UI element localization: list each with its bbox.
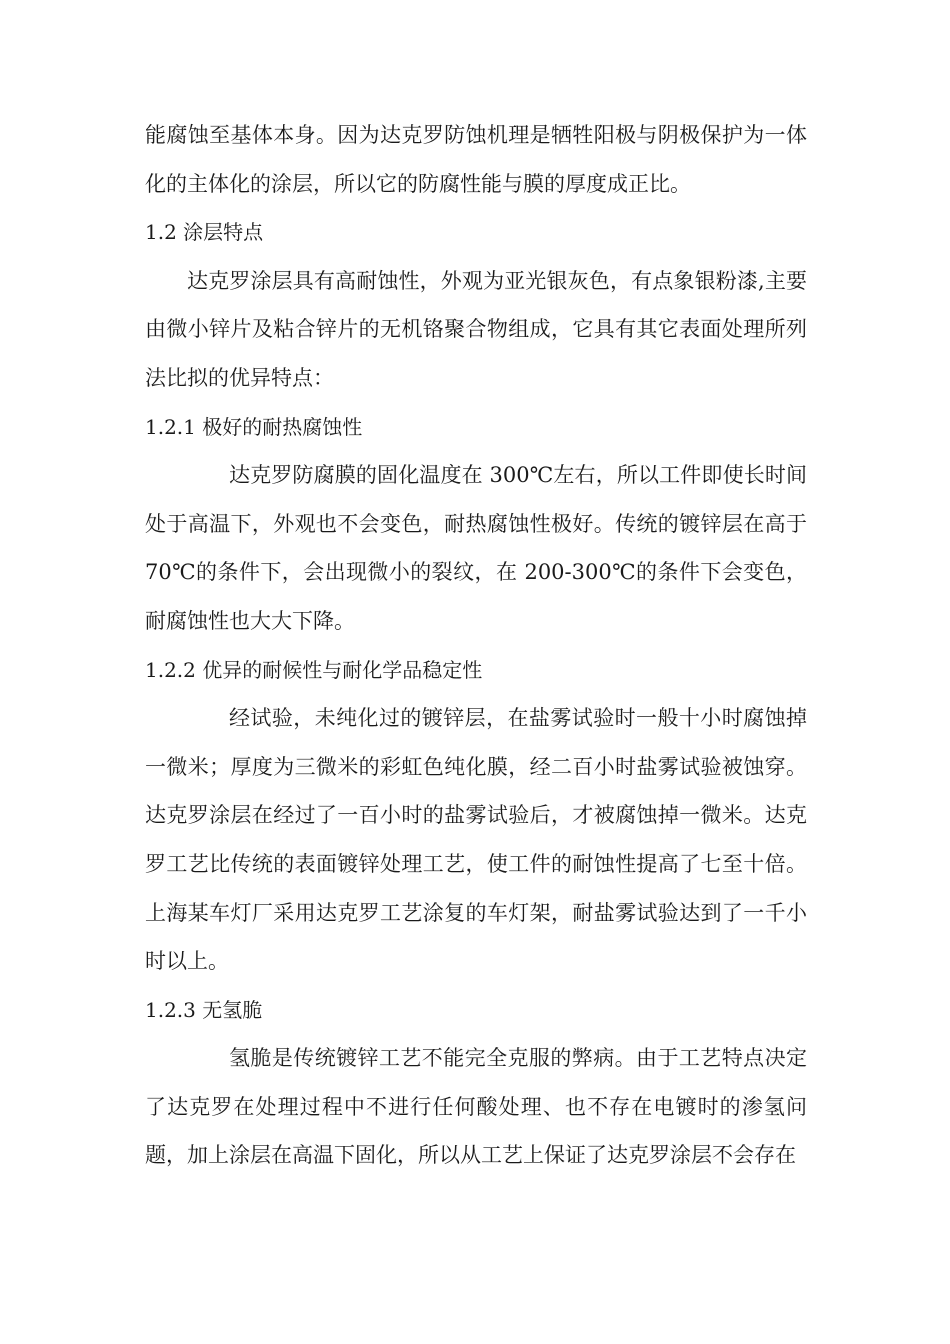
section-heading-1-2: 1.2 涂层特点 [145,220,264,245]
paragraph-heat-corrosion: 达克罗防腐膜的固化温度在 300℃左右，所以工件即使长时间处于高温下，外观也不会变色，耐热腐蚀性极好。传统的镀锌层在高于 70℃的条件下，会出现微小的裂纹，在 200-300℃的条件下会变色，耐腐蚀性也大大下降。 [145,463,807,633]
paragraph-corrosion-mechanism: 能腐蚀至基体本身。因为达克罗防蚀机理是牺牲阳极与阴极保护为一体化的主体化的涂层，所以它的防腐性能与膜的厚度成正比。 [145,123,807,196]
section-heading-1-2-3: 1.2.3 无氢脆 [145,997,263,1022]
paragraph-weather-resistance: 经试验，未纯化过的镀锌层，在盐雾试验时一般十小时腐蚀掉一微米；厚度为三微米的彩虹色纯化膜，经二百小时盐雾试验被蚀穿。达克罗涂层在经过了一百小时的盐雾试验后，才被腐蚀掉一微米。达克罗工艺比传统的表面镀锌处理工艺，使工件的耐蚀性提高了七至十倍。上海某车灯厂采用达克罗工艺涂复的车灯架，耐盐雾试验达到了一千小时以上。 [145,706,807,974]
section-heading-1-2-1: 1.2.1 极好的耐热腐蚀性 [145,414,363,439]
paragraph-coating-features: 达克罗涂层具有高耐蚀性，外观为亚光银灰色，有点象银粉漆,主要由微小锌片及粘合锌片的无机铬聚合物组成，它具有其它表面处理所列法比拟的优异特点： [145,268,807,390]
paragraph-hydrogen-embrittlement: 氢脆是传统镀锌工艺不能完全克服的弊病。由于工艺特点决定了达克罗在处理过程中不进行任何酸处理、也不存在电镀时的渗氢问题，加上涂层在高温下固化，所以从工艺上保证了达克罗涂层不会存在 [145,1046,807,1168]
document-body [145,111,807,1180]
section-heading-1-2-2: 1.2.2 优异的耐候性与耐化学品稳定性 [145,657,483,682]
